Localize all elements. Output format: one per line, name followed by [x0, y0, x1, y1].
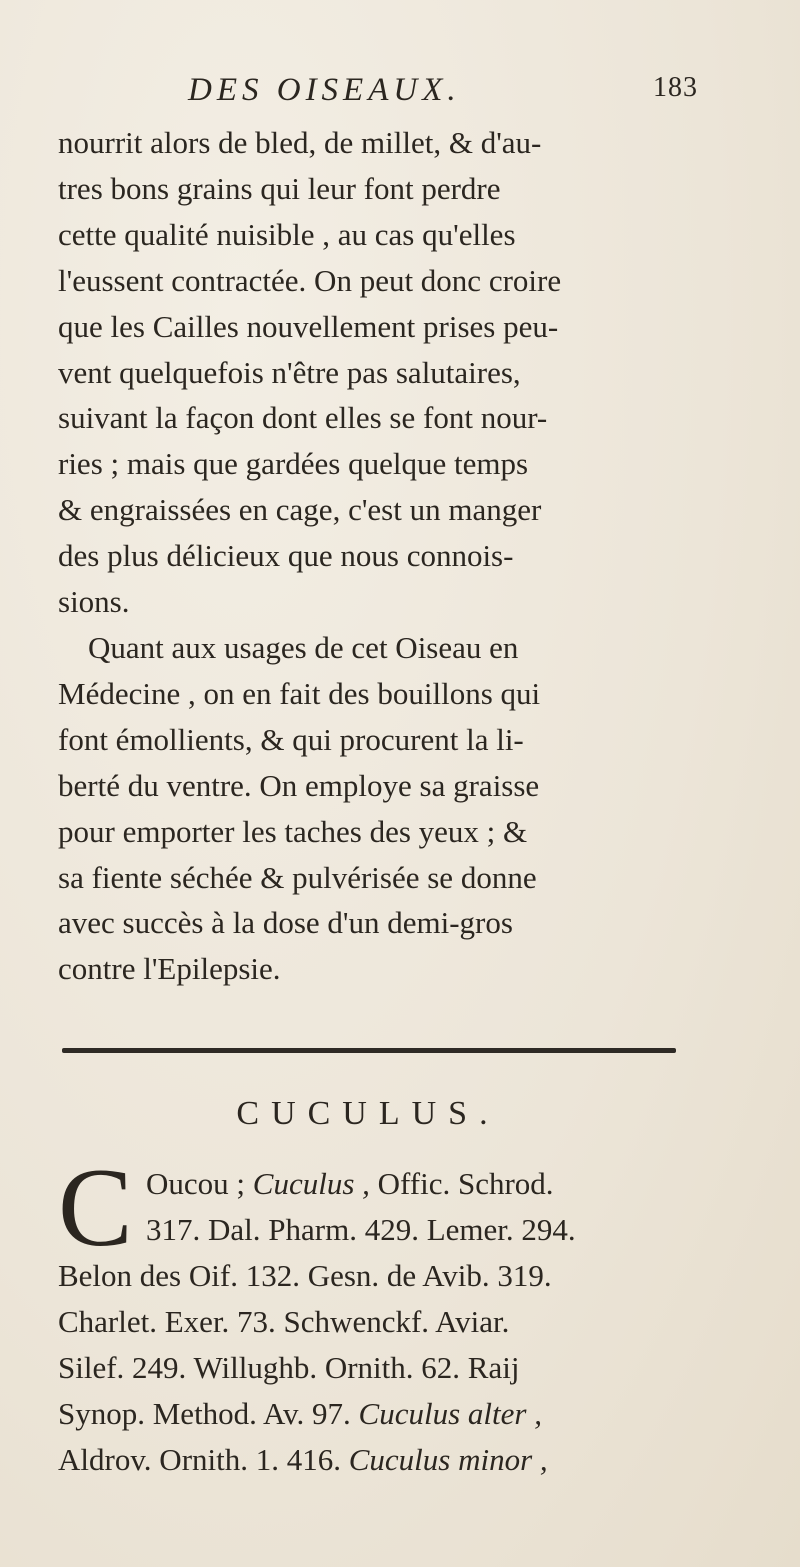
running-head-title: DES OISEAUX.: [188, 72, 461, 108]
paragraph-quail-nourishment: [58, 120, 748, 625]
text-line: vent quelquefois n'être pas salutaires,: [58, 354, 521, 390]
text-line: tres bons grains qui leur font perdre: [58, 170, 501, 206]
text-line: l'eussent contractée. On peut donc croire: [58, 262, 562, 298]
text-line: sions.: [58, 584, 130, 620]
text-line: que les Cailles nouvellement prises peu-: [58, 308, 559, 344]
text-line: & engraissées en cage, c'est un manger: [58, 492, 542, 528]
text-line: 317. Dal. Pharm. 429. Lemer. 294.: [146, 1212, 576, 1248]
text-line: [58, 1437, 748, 1483]
page-number: 183: [653, 72, 698, 103]
text-line: ries ; mais que gardées quelque temps: [58, 446, 529, 482]
text-line: contre l'Epilepsie.: [58, 951, 281, 987]
latin-name: Cuculus ,: [252, 1166, 370, 1202]
text-line: des plus délicieux que nous connois-: [58, 538, 514, 574]
text-line: berté du ventre. On employe sa graisse: [58, 767, 540, 803]
text-line: Silef. 249. Willughb. Ornith. 62. Raij: [58, 1349, 520, 1385]
paragraph-medicinal-uses: [58, 625, 748, 992]
text-line: font émollients, & qui procurent la li-: [58, 721, 524, 757]
text-span: Synop. Method. Av. 97.: [58, 1395, 359, 1431]
text-line: Médecine , on en fait des bouillons qui: [58, 675, 541, 711]
drop-cap: C: [58, 1146, 133, 1271]
text-span: Oucou ;: [146, 1166, 253, 1202]
text-span: Offic. Schrod.: [369, 1166, 554, 1202]
text-line: suivant la façon dont elles se font nour-: [58, 400, 548, 436]
text-line: nourrit alors de bled, de millet, & d'au-: [58, 125, 542, 160]
text-line: [58, 1391, 748, 1437]
running-head: [188, 72, 748, 120]
section-divider-rule: [62, 1048, 676, 1053]
latin-name: Cuculus minor ,: [348, 1441, 548, 1477]
cuculus-entry: [58, 1146, 748, 1482]
text-line: Belon des Oif. 132. Gesn. de Avib. 319.: [58, 1258, 552, 1294]
text-line: pour emporter les taches des yeux ; &: [58, 813, 528, 849]
text-line: [58, 1161, 748, 1207]
text-span: Aldrov. Ornith. 1. 416.: [58, 1441, 349, 1477]
book-page: [58, 72, 748, 1483]
text-line: cette qualité nuisible , au cas qu'elles: [58, 216, 516, 252]
text-line: Charlet. Exer. 73. Schwenckf. Aviar.: [58, 1303, 510, 1339]
section-title: CUCULUS.: [236, 1095, 500, 1133]
text-line: sa fiente séchée & pulvérisée se donne: [58, 859, 537, 895]
text-line: Quant aux usages de cet Oiseau en: [88, 629, 519, 665]
text-line: avec succès à la dose d'un demi-gros: [58, 905, 513, 941]
latin-name: Cuculus alter ,: [358, 1395, 542, 1431]
